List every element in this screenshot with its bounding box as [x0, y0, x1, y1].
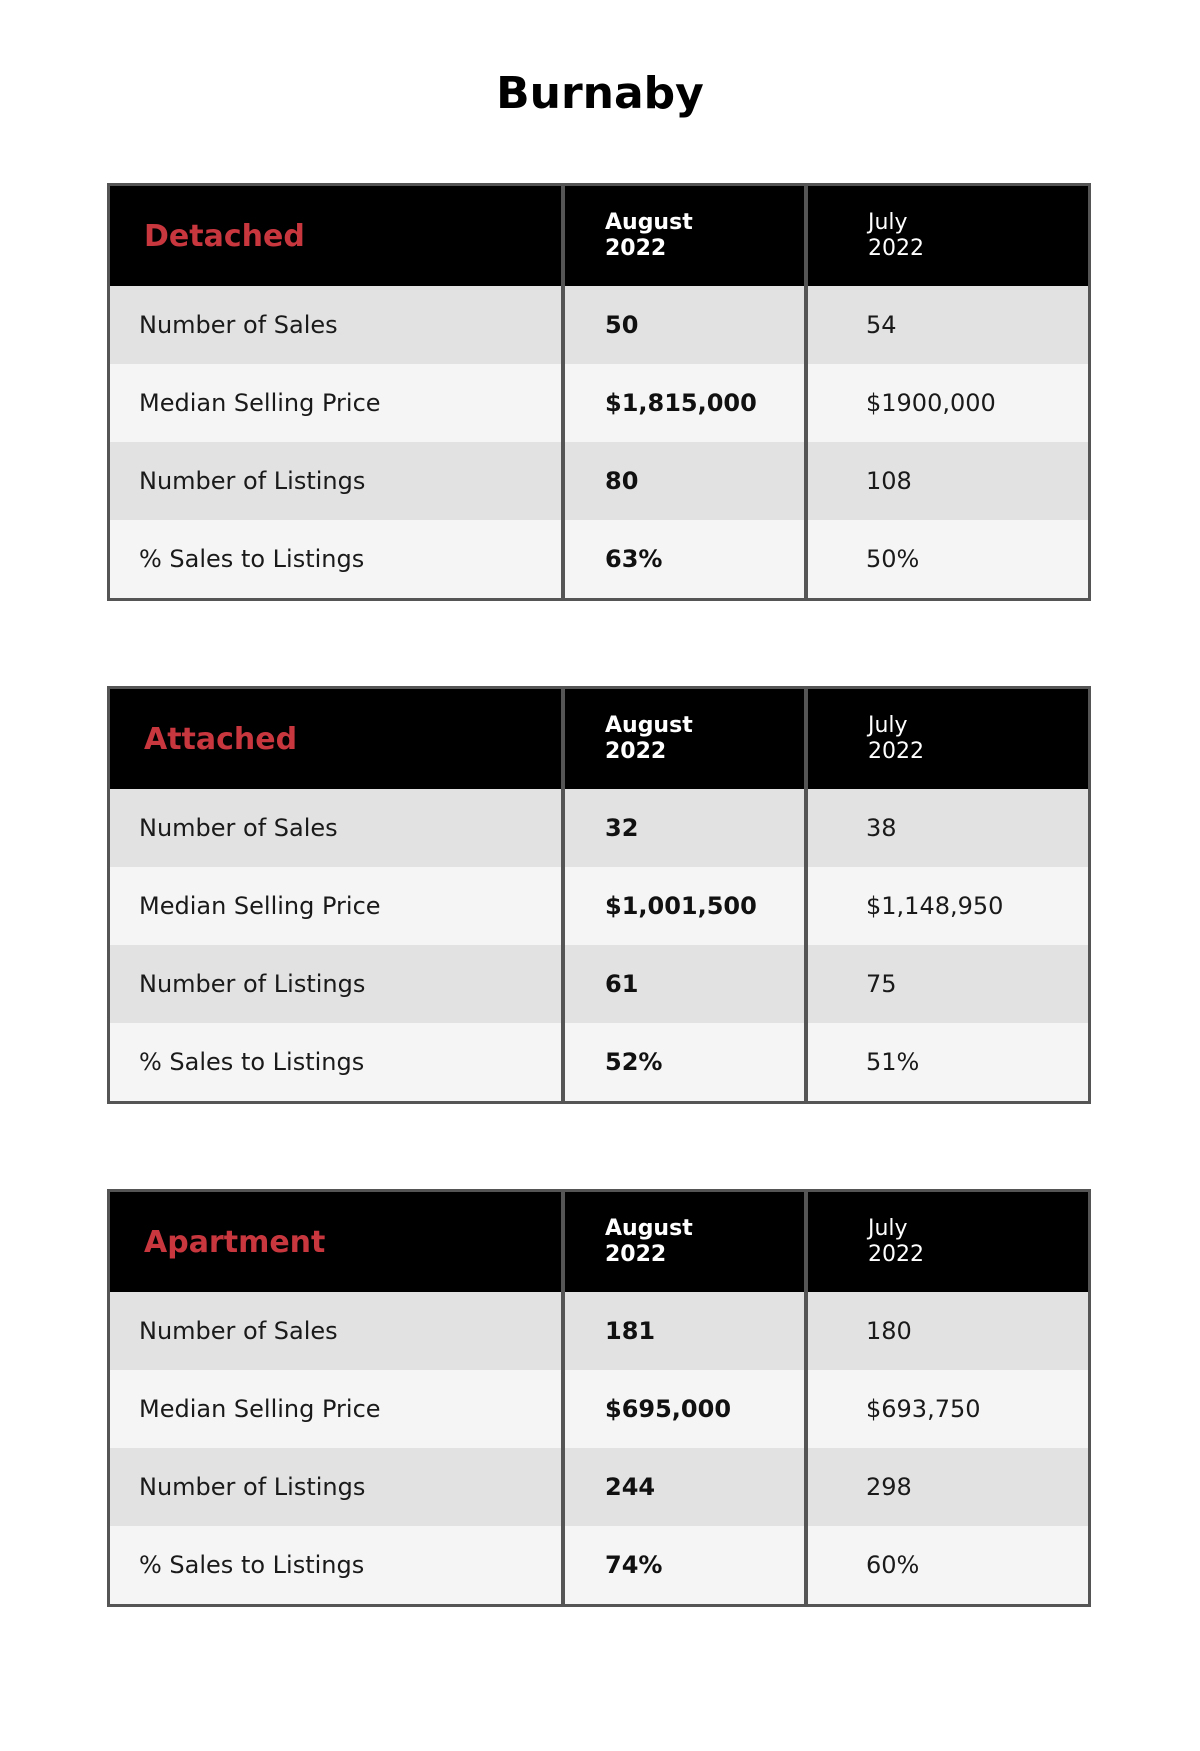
metric-label: Median Selling Price [139, 1395, 381, 1423]
page-title: Burnaby [496, 68, 704, 119]
period-year: 2022 [868, 1242, 924, 1267]
previous-value: 180 [806, 1292, 1088, 1370]
previous-value: 108 [806, 442, 1088, 520]
current-value: $1,815,000 [563, 364, 806, 442]
current-value: 61 [563, 945, 806, 1023]
period-month: July [868, 210, 908, 235]
current-value: 63% [563, 520, 806, 598]
previous-value: 50% [806, 520, 1088, 598]
current-value: 74% [563, 1526, 806, 1604]
category-heading: Apartment [144, 1224, 326, 1260]
current-period-header [563, 1192, 806, 1292]
detached-stats-table [107, 183, 1091, 601]
current-value: 50 [563, 286, 806, 364]
previous-value: 38 [806, 789, 1088, 867]
period-year: 2022 [868, 236, 924, 261]
metric-label: Number of Listings [139, 467, 366, 495]
table-row [110, 1023, 1088, 1101]
stats-grid [110, 689, 1088, 1101]
metric-label: Median Selling Price [139, 892, 381, 920]
period-month: August [605, 210, 693, 235]
apartment-stats-table [107, 1189, 1091, 1607]
current-value: $1,001,500 [563, 867, 806, 945]
current-value: 244 [563, 1448, 806, 1526]
table-row [110, 945, 1088, 1023]
table-row [110, 1448, 1088, 1526]
table-row [110, 867, 1088, 945]
previous-value: 298 [806, 1448, 1088, 1526]
table-header-row [110, 186, 1088, 286]
metric-label: Number of Sales [139, 1317, 338, 1345]
metric-label: Number of Listings [139, 970, 366, 998]
table-header-row [110, 689, 1088, 789]
table-row [110, 364, 1088, 442]
table-header-row [110, 1192, 1088, 1292]
metric-label: % Sales to Listings [139, 545, 365, 573]
category-heading: Attached [144, 721, 298, 757]
previous-value: 51% [806, 1023, 1088, 1101]
table-row [110, 520, 1088, 598]
current-value: 32 [563, 789, 806, 867]
previous-period-header [806, 689, 1088, 789]
metric-label: % Sales to Listings [139, 1048, 365, 1076]
period-month: July [868, 1216, 908, 1241]
previous-value: $693,750 [806, 1370, 1088, 1448]
metric-label: Median Selling Price [139, 389, 381, 417]
table-row [110, 789, 1088, 867]
period-year: 2022 [605, 236, 667, 261]
metric-label: % Sales to Listings [139, 1551, 365, 1579]
previous-value: 75 [806, 945, 1088, 1023]
period-year: 2022 [605, 1242, 667, 1267]
metric-label: Number of Sales [139, 311, 338, 339]
period-year: 2022 [868, 739, 924, 764]
previous-period-header [806, 186, 1088, 286]
table-row [110, 286, 1088, 364]
current-value: 80 [563, 442, 806, 520]
previous-value: 54 [806, 286, 1088, 364]
category-heading: Detached [144, 218, 305, 254]
current-value: $695,000 [563, 1370, 806, 1448]
previous-value: $1900,000 [806, 364, 1088, 442]
current-value: 52% [563, 1023, 806, 1101]
previous-value: 60% [806, 1526, 1088, 1604]
previous-period-header [806, 1192, 1088, 1292]
stats-grid [110, 1192, 1088, 1604]
current-period-header [563, 186, 806, 286]
table-row [110, 1292, 1088, 1370]
attached-stats-table [107, 686, 1091, 1104]
period-year: 2022 [605, 739, 667, 764]
metric-label: Number of Sales [139, 814, 338, 842]
period-month: August [605, 713, 693, 738]
stats-grid [110, 186, 1088, 598]
table-row [110, 442, 1088, 520]
table-row [110, 1526, 1088, 1604]
previous-value: $1,148,950 [806, 867, 1088, 945]
metric-label: Number of Listings [139, 1473, 366, 1501]
period-month: July [868, 713, 908, 738]
table-row [110, 1370, 1088, 1448]
current-value: 181 [563, 1292, 806, 1370]
current-period-header [563, 689, 806, 789]
period-month: August [605, 1216, 693, 1241]
